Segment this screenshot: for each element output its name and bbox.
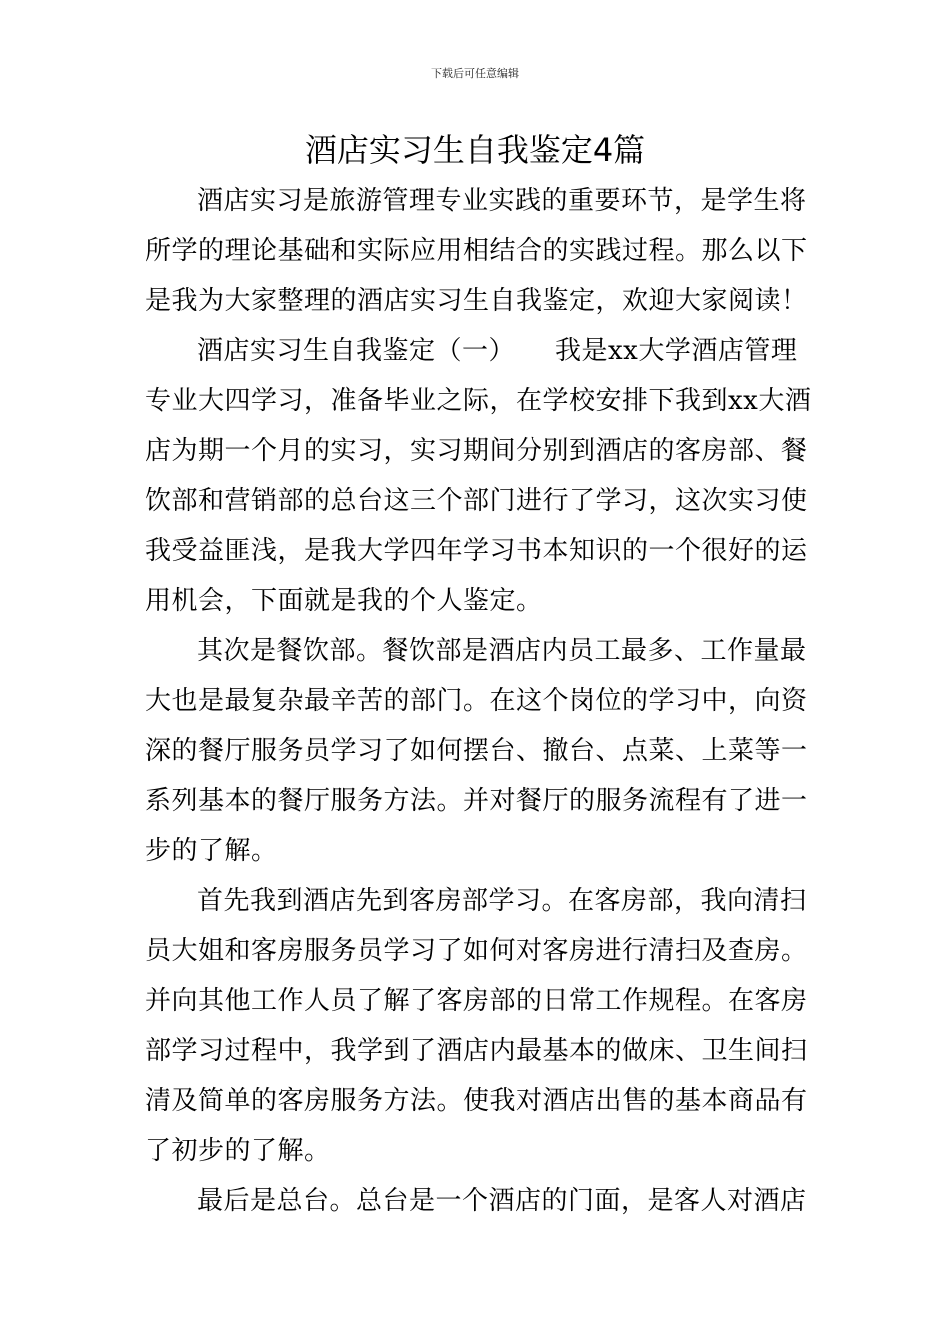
paragraph-line: 部学习过程中，我学到了酒店内最基本的做床、卫生间扫 [145,1036,808,1066]
paragraph-line: 其次是餐饮部。餐饮部是酒店内员工最多、工作量最 [197,636,807,666]
paragraph-line: 酒店实习生自我鉴定（一） 我是xx大学酒店管理 [197,336,798,366]
paragraph-line: 清及简单的客房服务方法。使我对酒店出售的基本商品有 [145,1086,808,1116]
paragraph-line: 了初步的了解。 [145,1136,331,1166]
paragraph-intro [145,176,807,326]
paragraph-line: 深的餐厅服务员学习了如何摆台、撤台、点菜、上菜等一 [145,736,808,766]
paragraph-line: 员大姐和客房服务员学习了如何对客房进行清扫及查房。 [145,936,808,966]
paragraph-line: 店为期一个月的实习，实习期间分别到酒店的客房部、餐 [145,436,808,466]
paragraph-housekeeping [145,876,807,1176]
paragraph-section-one [145,326,812,626]
paragraph-line: 专业大四学习，准备毕业之际，在学校安排下我到xx大酒 [145,386,812,416]
paragraph-line: 系列基本的餐厅服务方法。并对餐厅的服务流程有了进一 [145,786,808,816]
paragraph-line: 首先我到酒店先到客房部学习。在客房部，我向清扫 [197,886,807,916]
paragraph-front-desk [145,1176,807,1226]
paragraph-line: 所学的理论基础和实际应用相结合的实践过程。那么以下 [145,236,808,266]
paragraph-line: 我受益匪浅，是我大学四年学习书本知识的一个很好的运 [145,536,808,566]
document-title: 酒店实习生自我鉴定4篇 [304,131,646,169]
paragraph-line: 饮部和营销部的总台这三个部门进行了学习，这次实习使 [145,486,808,516]
header-note: 下载后可任意编辑 [431,67,519,80]
paragraph-line: 最后是总台。总台是一个酒店的门面，是客人对酒店 [197,1186,807,1216]
paragraph-line: 用机会，下面就是我的个人鉴定。 [145,586,543,616]
paragraph-line: 并向其他工作人员了解了客房部的日常工作规程。在客房 [145,986,808,1016]
paragraph-line: 步的了解。 [145,836,278,866]
paragraph-catering [145,626,807,876]
paragraph-line: 是我为大家整理的酒店实习生自我鉴定，欢迎大家阅读！ [145,286,808,316]
paragraph-line: 大也是最复杂最辛苦的部门。在这个岗位的学习中，向资 [145,686,808,716]
document-body [145,176,812,1226]
paragraph-line: 酒店实习是旅游管理专业实践的重要环节，是学生将 [197,186,807,216]
